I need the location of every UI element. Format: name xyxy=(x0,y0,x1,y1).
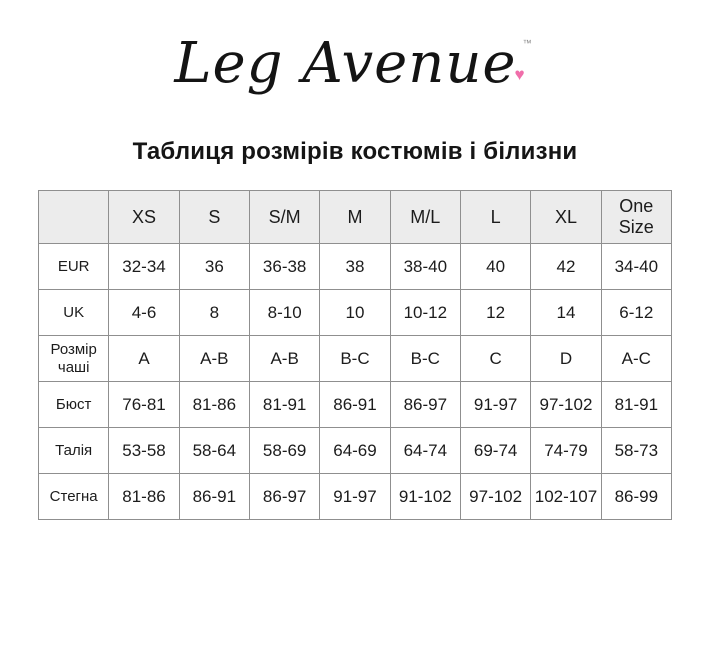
size-cell: A-B xyxy=(179,336,249,382)
size-cell: 64-74 xyxy=(390,428,460,474)
size-cell: 64-69 xyxy=(320,428,390,474)
size-cell: 76-81 xyxy=(109,382,179,428)
header-cell-m: M xyxy=(320,191,390,244)
row-label: Бюст xyxy=(39,382,109,428)
header-cell-empty xyxy=(39,191,109,244)
size-cell: 86-91 xyxy=(179,474,249,520)
size-cell: 91-97 xyxy=(320,474,390,520)
size-cell: 81-86 xyxy=(109,474,179,520)
size-cell: 40 xyxy=(460,244,530,290)
size-cell: 6-12 xyxy=(601,290,671,336)
size-cell: 32-34 xyxy=(109,244,179,290)
row-label: Стегна xyxy=(39,474,109,520)
size-cell: 4-6 xyxy=(109,290,179,336)
size-cell: 86-97 xyxy=(249,474,319,520)
header-row xyxy=(39,191,672,244)
header-cell-s: S xyxy=(179,191,249,244)
size-cell: 74-79 xyxy=(531,428,601,474)
size-cell: 97-102 xyxy=(531,382,601,428)
size-cell: 10 xyxy=(320,290,390,336)
brand-logo xyxy=(0,0,710,96)
table-row-eur xyxy=(39,244,672,290)
size-cell: 97-102 xyxy=(460,474,530,520)
size-cell: A-B xyxy=(249,336,319,382)
size-table xyxy=(38,190,672,520)
size-cell: 10-12 xyxy=(390,290,460,336)
size-cell: 81-86 xyxy=(179,382,249,428)
size-cell: 102-107 xyxy=(531,474,601,520)
row-label: UK xyxy=(39,290,109,336)
header-cell-xs: XS xyxy=(109,191,179,244)
size-cell: 58-69 xyxy=(249,428,319,474)
size-cell: 38-40 xyxy=(390,244,460,290)
table-row-bust xyxy=(39,382,672,428)
size-cell: 12 xyxy=(460,290,530,336)
table-row-cup-size xyxy=(39,336,672,382)
size-cell: 91-102 xyxy=(390,474,460,520)
size-cell: D xyxy=(531,336,601,382)
header-cell-l: L xyxy=(460,191,530,244)
size-cell: 8 xyxy=(179,290,249,336)
size-cell: C xyxy=(460,336,530,382)
size-cell: B-C xyxy=(320,336,390,382)
size-cell: 81-91 xyxy=(249,382,319,428)
row-label: EUR xyxy=(39,244,109,290)
heart-icon: ♥ xyxy=(514,65,525,84)
table-row-uk xyxy=(39,290,672,336)
header-cell-ml: M/L xyxy=(390,191,460,244)
size-cell: 34-40 xyxy=(601,244,671,290)
size-cell: 81-91 xyxy=(601,382,671,428)
size-cell: 91-97 xyxy=(460,382,530,428)
size-cell: A xyxy=(109,336,179,382)
page-title: Таблиця розмірів костюмів і білизни xyxy=(132,138,578,166)
size-cell: 86-91 xyxy=(320,382,390,428)
size-cell: 36 xyxy=(179,244,249,290)
header-cell-sm: S/M xyxy=(249,191,319,244)
row-label: Талія xyxy=(39,428,109,474)
size-cell: B-C xyxy=(390,336,460,382)
row-label: Розмір чаші xyxy=(39,336,109,382)
size-cell: 69-74 xyxy=(460,428,530,474)
size-cell: 86-99 xyxy=(601,474,671,520)
size-cell: 58-73 xyxy=(601,428,671,474)
size-cell: 38 xyxy=(320,244,390,290)
header-cell-xl: XL xyxy=(531,191,601,244)
table-row-hips xyxy=(39,474,672,520)
size-cell: 14 xyxy=(531,290,601,336)
size-cell: 42 xyxy=(531,244,601,290)
trademark-symbol: ™ xyxy=(522,38,532,48)
size-cell: 86-97 xyxy=(390,382,460,428)
header-cell-onesize: One Size xyxy=(601,191,671,244)
size-cell: 8-10 xyxy=(249,290,319,336)
size-cell: A-C xyxy=(601,336,671,382)
table-row-waist xyxy=(39,428,672,474)
size-cell: 58-64 xyxy=(179,428,249,474)
size-cell: 36-38 xyxy=(249,244,319,290)
brand-logo-text: Leg Avenue xyxy=(174,31,517,96)
size-cell: 53-58 xyxy=(109,428,179,474)
